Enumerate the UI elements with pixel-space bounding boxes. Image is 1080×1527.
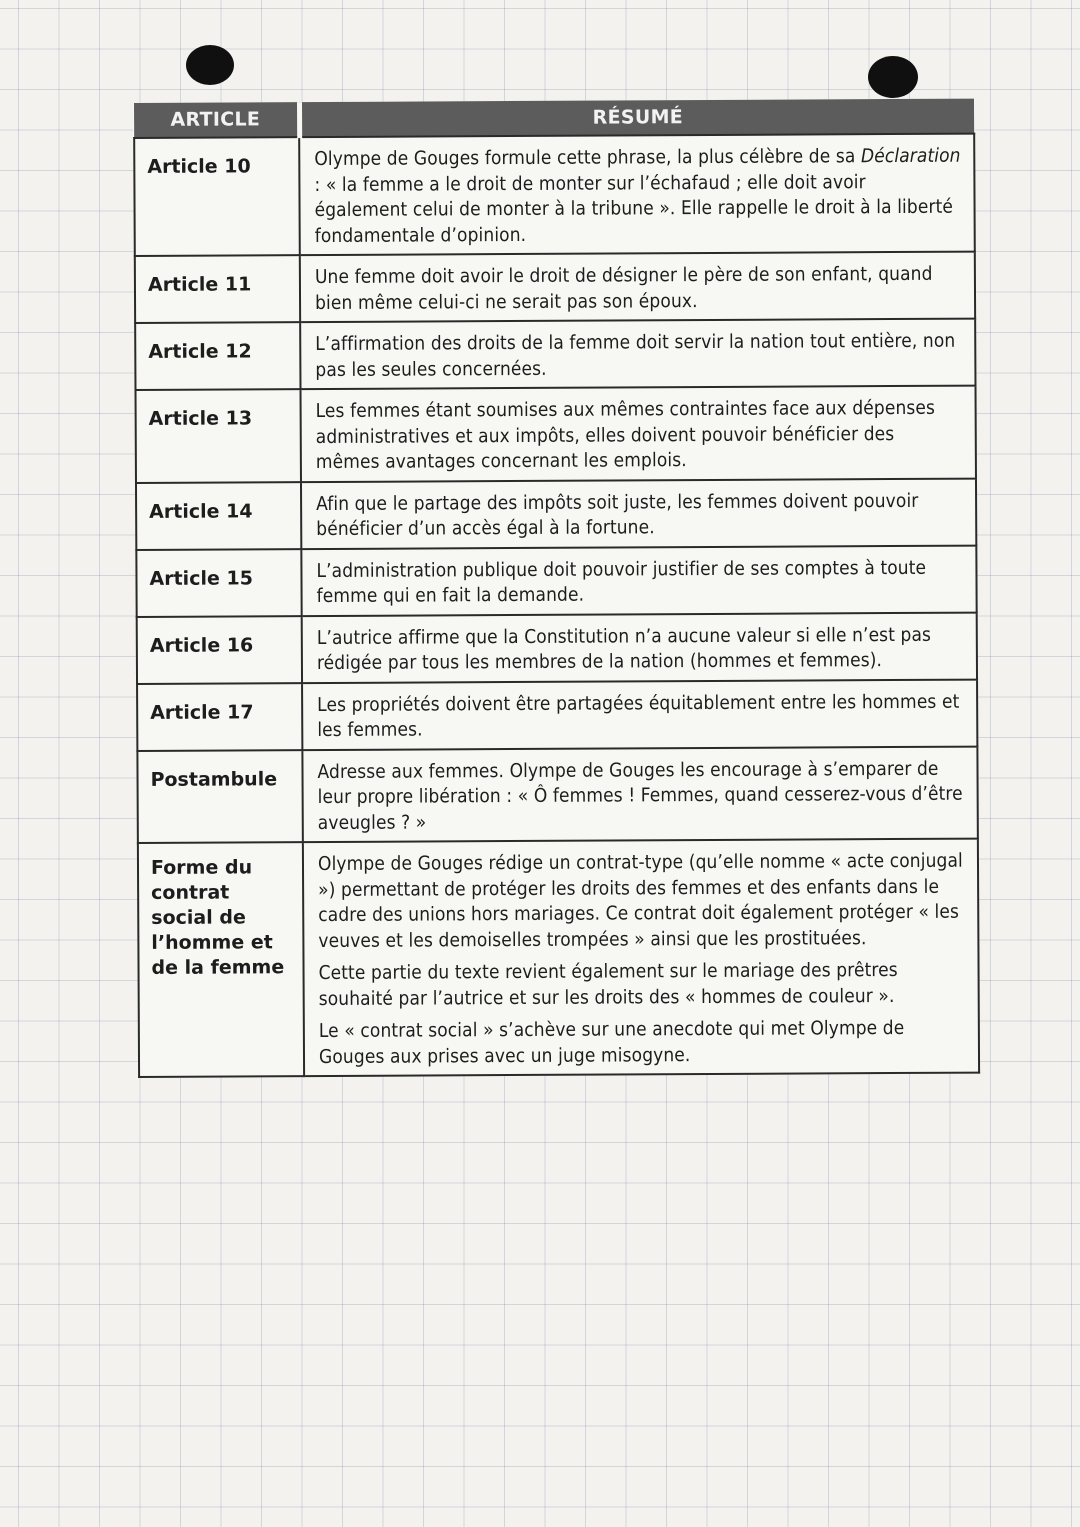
table-row (137, 746, 977, 843)
summary-text: : « la femme a le droit de monter sur l’échafaud ; elle doit avoir également celui de monter à la tribune ». Elle rappelle le droit à la liberté fondamentale d’opinion. (314, 170, 954, 247)
table-row (136, 545, 976, 616)
row-label: Article 17 (137, 683, 302, 751)
row-summary (302, 612, 977, 683)
table-row (134, 134, 975, 256)
summary-paragraph: Adresse aux femmes. Olympe de Gouges les encourage à s’emparer de leur propre libération : « Ô femmes ! Femmes, quand cesserez-vous d’être aveugles ? » (317, 757, 963, 834)
header-resume: RÉSUMÉ (299, 99, 974, 138)
summary-paragraph: Les propriétés doivent être partagées équitablement entre les hommes et les femmes. (317, 690, 960, 742)
summary-paragraph (314, 144, 962, 249)
summary-paragraph: Afin que le partage des impôts soit juste, les femmes doivent pouvoir bénéficier d’un accès égal à la fortune. (316, 489, 919, 541)
summary-paragraph: Les femmes étant soumises aux mêmes contraintes face aux dépenses administratives et aux impôts, elles doivent pouvoir bénéficier des mêmes avantages concernant les emplois. (315, 396, 936, 474)
row-summary (299, 134, 975, 256)
summary-paragraph: L’affirmation des droits de la femme doit servir la nation tout entière, non pas les seules concernées. (315, 329, 956, 381)
row-label: Postambule (137, 750, 302, 843)
summary-paragraph: Cette partie du texte revient également sur le mariage des prêtres souhaité par l’autrice et sur les droits des « hommes de couleur ». (318, 959, 898, 1010)
binder-hole-left (186, 45, 234, 85)
summary-table (133, 99, 980, 1078)
table-row (135, 252, 975, 323)
summary-paragraph: Olympe de Gouges rédige un contrat-type (qu’elle nomme « acte conjugal ») permettant de protéger les droits des femmes et des enfants dans le cadre des unions hors mariages. Ce contrat doit également protéger « les veuves et les demoiselles trompées » ainsi que les prostituées. (317, 849, 963, 952)
binder-hole-right (868, 56, 918, 98)
row-label: Article 13 (136, 389, 301, 482)
row-label: Article 10 (134, 137, 300, 256)
summary-italic: Déclaration (860, 144, 961, 168)
summary-paragraph: L’autrice affirme que la Constitution n’a aucune valeur si elle n’est pas rédigée par tous les membres de la nation (hommes et femmes). (316, 623, 932, 675)
row-label: Article 12 (135, 322, 300, 390)
summary-paragraph: L’administration publique doit pouvoir justifier de ses comptes à toute femme qui en fait la demande. (316, 556, 927, 608)
row-summary (302, 679, 977, 750)
table-row (138, 839, 979, 1077)
table-row (137, 612, 977, 683)
table-row (136, 386, 976, 483)
row-label: Article 14 (136, 482, 301, 550)
summary-paragraph: Le « contrat social » s’achève sur une anecdote qui met Olympe de Gouges aux prises avec un juge misogyne. (318, 1016, 905, 1068)
row-label: Article 15 (136, 549, 301, 617)
row-summary (300, 319, 975, 390)
row-label: Article 11 (135, 255, 300, 323)
row-label: Forme du contrat social de l’homme et de la femme (138, 842, 304, 1077)
row-summary (301, 545, 976, 616)
summary-text: Olympe de Gouges formule cette phrase, la plus célèbre de sa (314, 145, 861, 171)
row-summary (300, 252, 975, 323)
table-row (135, 319, 975, 390)
row-summary (301, 478, 976, 549)
table-row (136, 478, 976, 549)
summary-paragraph: Une femme doit avoir le droit de désigner le père de son enfant, quand bien même celui-ci ne serait pas son époux. (314, 262, 933, 314)
row-label: Article 16 (137, 616, 302, 684)
row-summary (301, 386, 976, 482)
table-header-row (134, 99, 974, 138)
row-summary (303, 839, 979, 1077)
header-article: ARTICLE (134, 102, 299, 138)
printed-sheet (133, 99, 978, 1078)
row-summary (302, 746, 977, 842)
table-row (137, 679, 977, 750)
